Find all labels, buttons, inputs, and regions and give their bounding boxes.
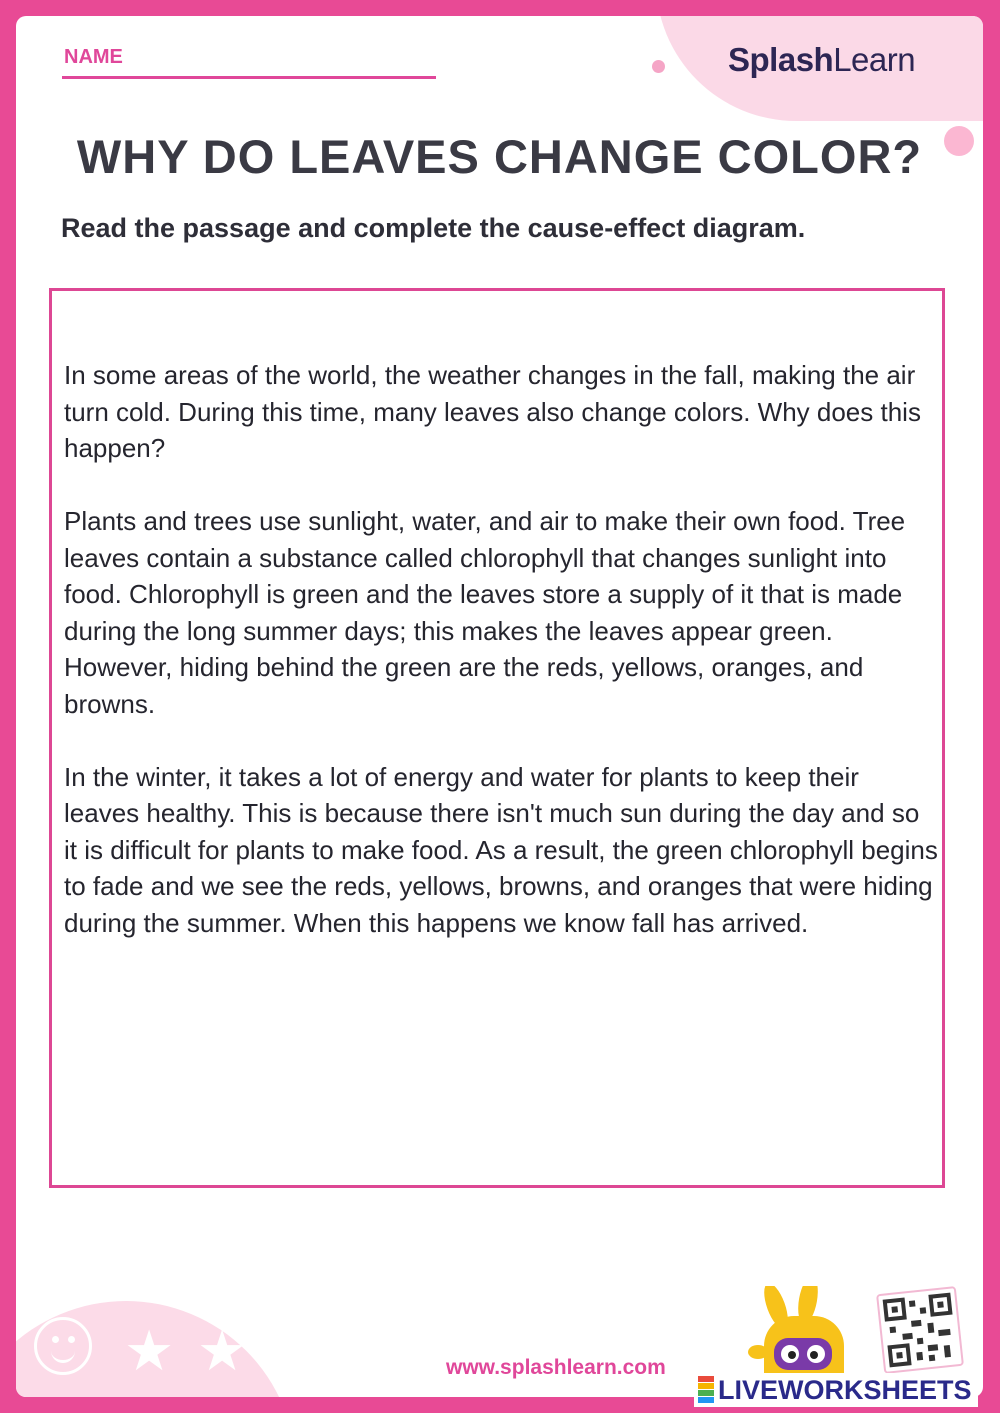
decorative-dot	[652, 60, 665, 73]
qr-code-icon	[876, 1286, 964, 1374]
liveworksheets-logo-icon	[698, 1376, 714, 1404]
name-label: NAME	[64, 46, 123, 68]
website-link[interactable]: www.splashlearn.com	[446, 1356, 666, 1379]
smiley-icon	[34, 1317, 92, 1375]
star-icon: ★	[197, 1319, 248, 1384]
passage-paragraph: In the winter, it takes a lot of energy and water for plants to keep their leaves healthy. This is because there isn't much sun during the day and so it is difficult for plants to make food. As a result, the green chlorophyll begins to fade and we see the reds, yellows, browns, and oranges that were hiding during the summer. When this happens we know fall has arrived.	[64, 761, 938, 938]
passage-text	[64, 357, 939, 978]
passage-paragraph: In some areas of the world, the weather changes in the fall, making the air turn cold. During this time, many leaves also change colors. Why does this happen?	[64, 360, 921, 463]
liveworksheets-label: LIVEWORKSHEETS	[718, 1374, 972, 1405]
passage-box	[49, 288, 945, 1188]
worksheet-page	[16, 16, 983, 1397]
splashlearn-logo: SplashLearn	[728, 41, 916, 78]
page-title: WHY DO LEAVES CHANGE COLOR?	[76, 130, 923, 183]
star-icon: ★	[270, 1319, 321, 1384]
name-input-line[interactable]	[62, 76, 436, 79]
instructions: Read the passage and complete the cause-effect diagram.	[61, 213, 806, 243]
star-icon: ★	[124, 1319, 175, 1384]
liveworksheets-badge[interactable]	[694, 1373, 978, 1407]
passage-paragraph: Plants and trees use sunlight, water, and air to make their own food. Tree leaves contain a substance called chlorophyll that changes sunlight into food. Chlorophyll is green and the leaves store a supply of it that is made during the long summer days; this makes the leaves appear green. However, hiding behind the green are the reds, yellows, oranges, and browns.	[64, 506, 906, 719]
